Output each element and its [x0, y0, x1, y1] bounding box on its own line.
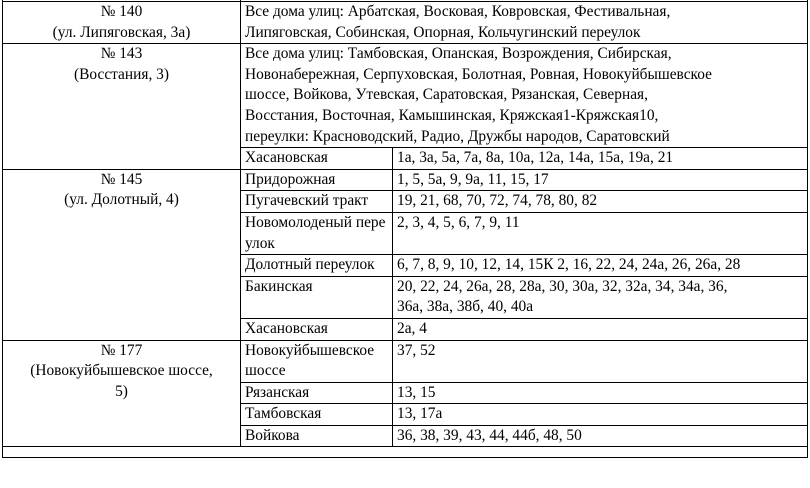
all-houses-line: Восстания, Восточная, Камышинская, Кряжская1-Кряжская10,	[245, 106, 659, 124]
house-numbers: 13, 17а	[393, 404, 808, 426]
table-row-school-145	[3, 169, 808, 191]
street-name: Новокуйбышевское шоссе	[241, 340, 393, 382]
all-houses-cell	[241, 44, 808, 148]
street-name: Новомолоденый переулок	[241, 212, 393, 254]
house-numbers: 2а, 4	[393, 318, 808, 340]
all-houses-line: Все дома улиц: Тамбовская, Опанская, Возрождения, Сибирская,	[245, 45, 672, 63]
street-name: Пугачевский тракт	[241, 191, 393, 213]
house-numbers: 6, 7, 8, 9, 10, 12, 14, 15К 2, 16, 22, 24, 24а, 26, 26а, 28	[393, 255, 808, 277]
house-numbers: 1, 5, 5а, 9, 9а, 11, 15, 17	[393, 169, 808, 191]
street-name: Рязанская	[241, 382, 393, 404]
street-name: Придорожная	[241, 169, 393, 191]
school-number: № 143	[100, 45, 143, 63]
house-numbers: 36, 38, 39, 43, 44, 44б, 48, 50	[393, 425, 808, 447]
school-address: (ул. Долотный, 4)	[64, 191, 179, 209]
table-row-school-140	[3, 2, 808, 44]
school-number: № 177	[100, 341, 143, 359]
street-name: Хасановская	[241, 148, 393, 170]
street-name: Бакинская	[241, 276, 393, 318]
house-numbers: 19, 21, 68, 70, 72, 74, 78, 80, 82	[393, 191, 808, 213]
house-numbers: 13, 15	[393, 382, 808, 404]
house-numbers: 1а, 3а, 5а, 7а, 8а, 10а, 12а, 14а, 15а, 19а, 21	[393, 148, 808, 170]
all-houses-cell	[241, 2, 808, 44]
street-name: Войкова	[241, 425, 393, 447]
table-row-school-177	[3, 340, 808, 382]
school-cell	[3, 340, 241, 447]
school-address: (Новокуйбышевское шоссе,	[30, 362, 213, 380]
table-row-school-143	[3, 44, 808, 148]
street-name: Хасановская	[241, 318, 393, 340]
school-cell	[3, 2, 241, 44]
school-number: № 145	[100, 170, 143, 188]
school-address: (Восстания, 3)	[74, 65, 169, 83]
all-houses-line: Все дома улиц: Арбатская, Восковая, Ковровская, Фестивальная,	[245, 3, 671, 20]
school-address: (ул. Липяговская, 3а)	[52, 23, 191, 41]
school-cell	[3, 169, 241, 340]
street-name: Долотный переулок	[241, 255, 393, 277]
house-numbers: 37, 52	[393, 340, 808, 382]
house-numbers-cell	[393, 276, 808, 318]
house-numbers: 36а, 38а, 38б, 40, 40а	[397, 298, 534, 316]
school-cell	[3, 44, 241, 170]
all-houses-line: переулки: Красноводский, Радио, Дружбы народов, Саратовский	[245, 127, 670, 145]
school-districts-table	[2, 0, 808, 458]
all-houses-line: шоссе, Войкова, Утевская, Саратовская, Рязанская, Северная,	[245, 86, 648, 104]
street-name: Тамбовская	[241, 404, 393, 426]
school-address: 5)	[115, 382, 128, 400]
all-houses-line: Липяговская, Собинская, Опорная, Кольчугинский переулок	[245, 23, 641, 41]
table-row-cut-bottom	[3, 447, 808, 458]
school-number: № 140	[100, 3, 143, 20]
house-numbers: 20, 22, 24, 26а, 28, 28а, 30, 30а, 32, 32а, 34, 34а, 36,	[397, 277, 728, 295]
house-numbers: 2, 3, 4, 5, 6, 7, 9, 11	[393, 212, 808, 254]
all-houses-line: Новонабережная, Серпуховская, Болотная, Ровная, Новокуйбышевское	[245, 65, 712, 83]
